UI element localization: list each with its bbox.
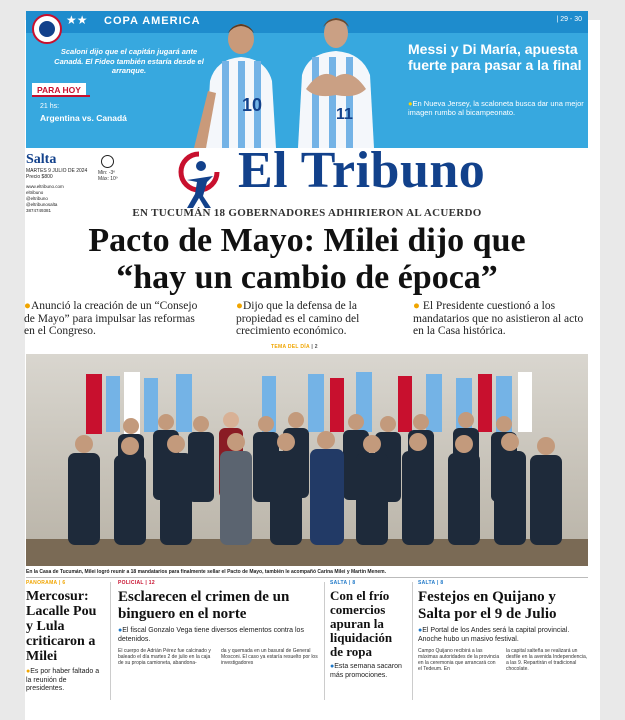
- column-divider: [324, 582, 325, 700]
- lead-kicker: EN TUCUMÁN 18 GOBERNADORES ADHIRIERON AL ACUERDO: [132, 207, 482, 219]
- player-left-figure: [194, 24, 276, 148]
- whatsapp-number[interactable]: 3874749381: [26, 208, 52, 213]
- bullet-icon: ●: [26, 668, 31, 675]
- story-detail-2: da y quemada en un basural de General Mosconi. El caso ya estaría resuelto por los investigadores: [221, 648, 318, 666]
- story-section-name: PANORAMA: [26, 580, 58, 586]
- story-detail-columns: [118, 644, 318, 666]
- story-section: [418, 580, 588, 586]
- banner-headline[interactable]: Messi y Di María, apuesta fuerte para pasar a la final: [408, 41, 582, 73]
- story-9-de-julio[interactable]: [418, 580, 588, 672]
- story-detail-1: Campo Quijano recibirá a las máximas autoridades de la provincia en la ceremonia que arrancará con el Tedeum. En: [418, 648, 500, 672]
- banner-page-ref: | 29 - 30: [556, 16, 582, 23]
- story-detail-1: El cuerpo de Adrián Pérez fue calcinado y baleado el día martes 2 de julio en la caja de su propia camioneta, abandona-: [118, 648, 211, 666]
- governors-group-photo[interactable]: [26, 354, 588, 566]
- story-detail-2: la capital salteña se realizará un desfile en la avenida Independencia, a las 9. Repartirán el tradicional chocolate.: [506, 648, 588, 672]
- tema-del-dia-ref[interactable]: [271, 344, 318, 350]
- story-page: | 12: [145, 580, 155, 586]
- story-headline[interactable]: Con el frío comercios apuran la liquidación de ropa: [330, 588, 393, 659]
- today-label: PARA HOY: [32, 83, 86, 97]
- svg-text:11: 11: [336, 106, 353, 123]
- story-section-name: SALTA: [418, 580, 436, 586]
- weather-icon: [101, 155, 114, 168]
- bullet-icon: ●: [118, 627, 123, 634]
- lead-point-3-text: El Presidente cuestionó a los mandatarios que no asistieron al acto en la Casa histórica.: [413, 300, 584, 337]
- player-right-figure: [298, 18, 374, 148]
- edition-info: [26, 168, 87, 180]
- match-time: 21 hs:: [40, 103, 60, 110]
- story-body-text: Esta semana sacaron más promociones.: [330, 663, 402, 679]
- masthead-title[interactable]: El Tribuno: [238, 142, 486, 199]
- lead-point-2: [236, 300, 404, 338]
- lead-point-3: [413, 300, 591, 338]
- bullet-icon: ●: [236, 300, 243, 312]
- story-detail-columns: [418, 644, 588, 672]
- copa-america-logo-icon: [32, 14, 62, 44]
- edition-price: Precio $800: [26, 174, 53, 180]
- banner-section-label: COPA AMERICA: [104, 15, 201, 27]
- story-headline[interactable]: Festejos en Quijano y Salta por el 9 de Julio: [418, 589, 557, 622]
- lead-headline-line-2: “hay un cambio de época”: [116, 259, 498, 296]
- story-section: [118, 580, 318, 586]
- edition-city: Salta: [26, 152, 57, 167]
- story-body: [418, 627, 588, 644]
- story-body-text: El Portal de los Andes será la capital provincial. Anoche hubo un masivo festival.: [418, 627, 570, 643]
- tema-label: TEMA DEL DÍA: [271, 344, 310, 350]
- social-instagram[interactable]: @eltribunosalta: [26, 202, 58, 207]
- social-facebook[interactable]: eltribuno: [26, 190, 44, 195]
- bullet-icon: ●: [408, 99, 413, 108]
- today-underline: [32, 95, 90, 97]
- story-page: | 6: [59, 580, 66, 586]
- bullet-icon: ●: [24, 300, 31, 312]
- bullet-icon: ●: [330, 663, 335, 670]
- el-tribuno-logo-icon: [177, 150, 222, 210]
- edition-date: MARTES 9 JULIO DE 2024: [26, 168, 88, 174]
- story-section-name: SALTA: [330, 580, 348, 586]
- stars-icon: ★★: [66, 13, 88, 27]
- svg-text:10: 10: [242, 95, 263, 115]
- banner-subhead-text: En Nueva Jersey, la scaloneta busca dar una mejor imagen rumbo al bicampeonato.: [408, 99, 584, 117]
- bullet-icon: ●: [418, 627, 423, 634]
- story-section: [330, 580, 406, 586]
- story-headline[interactable]: Mercosur: Lacalle Pou y Lula criticaron a Milei: [26, 589, 97, 664]
- column-divider: [110, 582, 111, 700]
- site-link[interactable]: www.eltribuno.com: [26, 184, 64, 189]
- story-section: [26, 580, 104, 586]
- story-headline[interactable]: Esclarecen el crimen de un binguero en el norte: [118, 589, 290, 622]
- photo-caption: En la Casa de Tucumán, Milei logró reunir a 18 mandatarios para finalmente sellar el Pacto de Mayo, también le acompañó Carina Milei y Martín Menem.: [26, 569, 387, 575]
- banner-subhead: [408, 99, 584, 117]
- copa-america-banner[interactable]: [26, 11, 588, 148]
- bullet-icon: ●: [413, 300, 420, 312]
- lead-headline[interactable]: [26, 222, 588, 296]
- story-body-text: El fiscal Gonzalo Vega tiene diversos elementos contra los detenidos.: [118, 627, 304, 643]
- social-twitter[interactable]: @eltribuno: [26, 196, 48, 201]
- players-photo: [186, 11, 396, 148]
- column-divider: [412, 582, 413, 700]
- story-liquidacion[interactable]: [330, 580, 406, 680]
- weather-info: [98, 170, 118, 182]
- story-page: | 8: [348, 580, 356, 586]
- lead-point-1: [24, 300, 204, 338]
- lead-point-2-text: Dijo que la defensa de la propiedad es el camino del crecimiento económico.: [236, 300, 360, 337]
- lead-point-1-text: Anunció la creación de un “Consejo de Mayo” para impulsar las reformas en el Congreso.: [24, 300, 198, 337]
- story-page: | 8: [436, 580, 444, 586]
- tema-page: | 2: [311, 344, 318, 350]
- weather-min: Min: -3º: [98, 170, 116, 176]
- story-binguero[interactable]: [118, 580, 318, 666]
- story-body: [26, 668, 104, 694]
- match-teams: Argentina vs. Canadá: [40, 113, 127, 123]
- section-divider: [26, 577, 588, 578]
- weather-max: Máx: 10º: [98, 176, 118, 182]
- banner-lead-quote: Scaloni dijo que el capitán jugará ante Canadá. El Fideo también estaría desde el arranque.: [54, 47, 204, 75]
- story-body-text: Es por haber faltado a la reunión de presidentes.: [26, 668, 100, 692]
- story-section-name: POLICIAL: [118, 580, 144, 586]
- story-body: [118, 627, 318, 644]
- story-mercosur[interactable]: [26, 580, 104, 694]
- story-body: [330, 663, 406, 680]
- lead-headline-line-1: Pacto de Mayo: Milei dijo que: [88, 222, 526, 259]
